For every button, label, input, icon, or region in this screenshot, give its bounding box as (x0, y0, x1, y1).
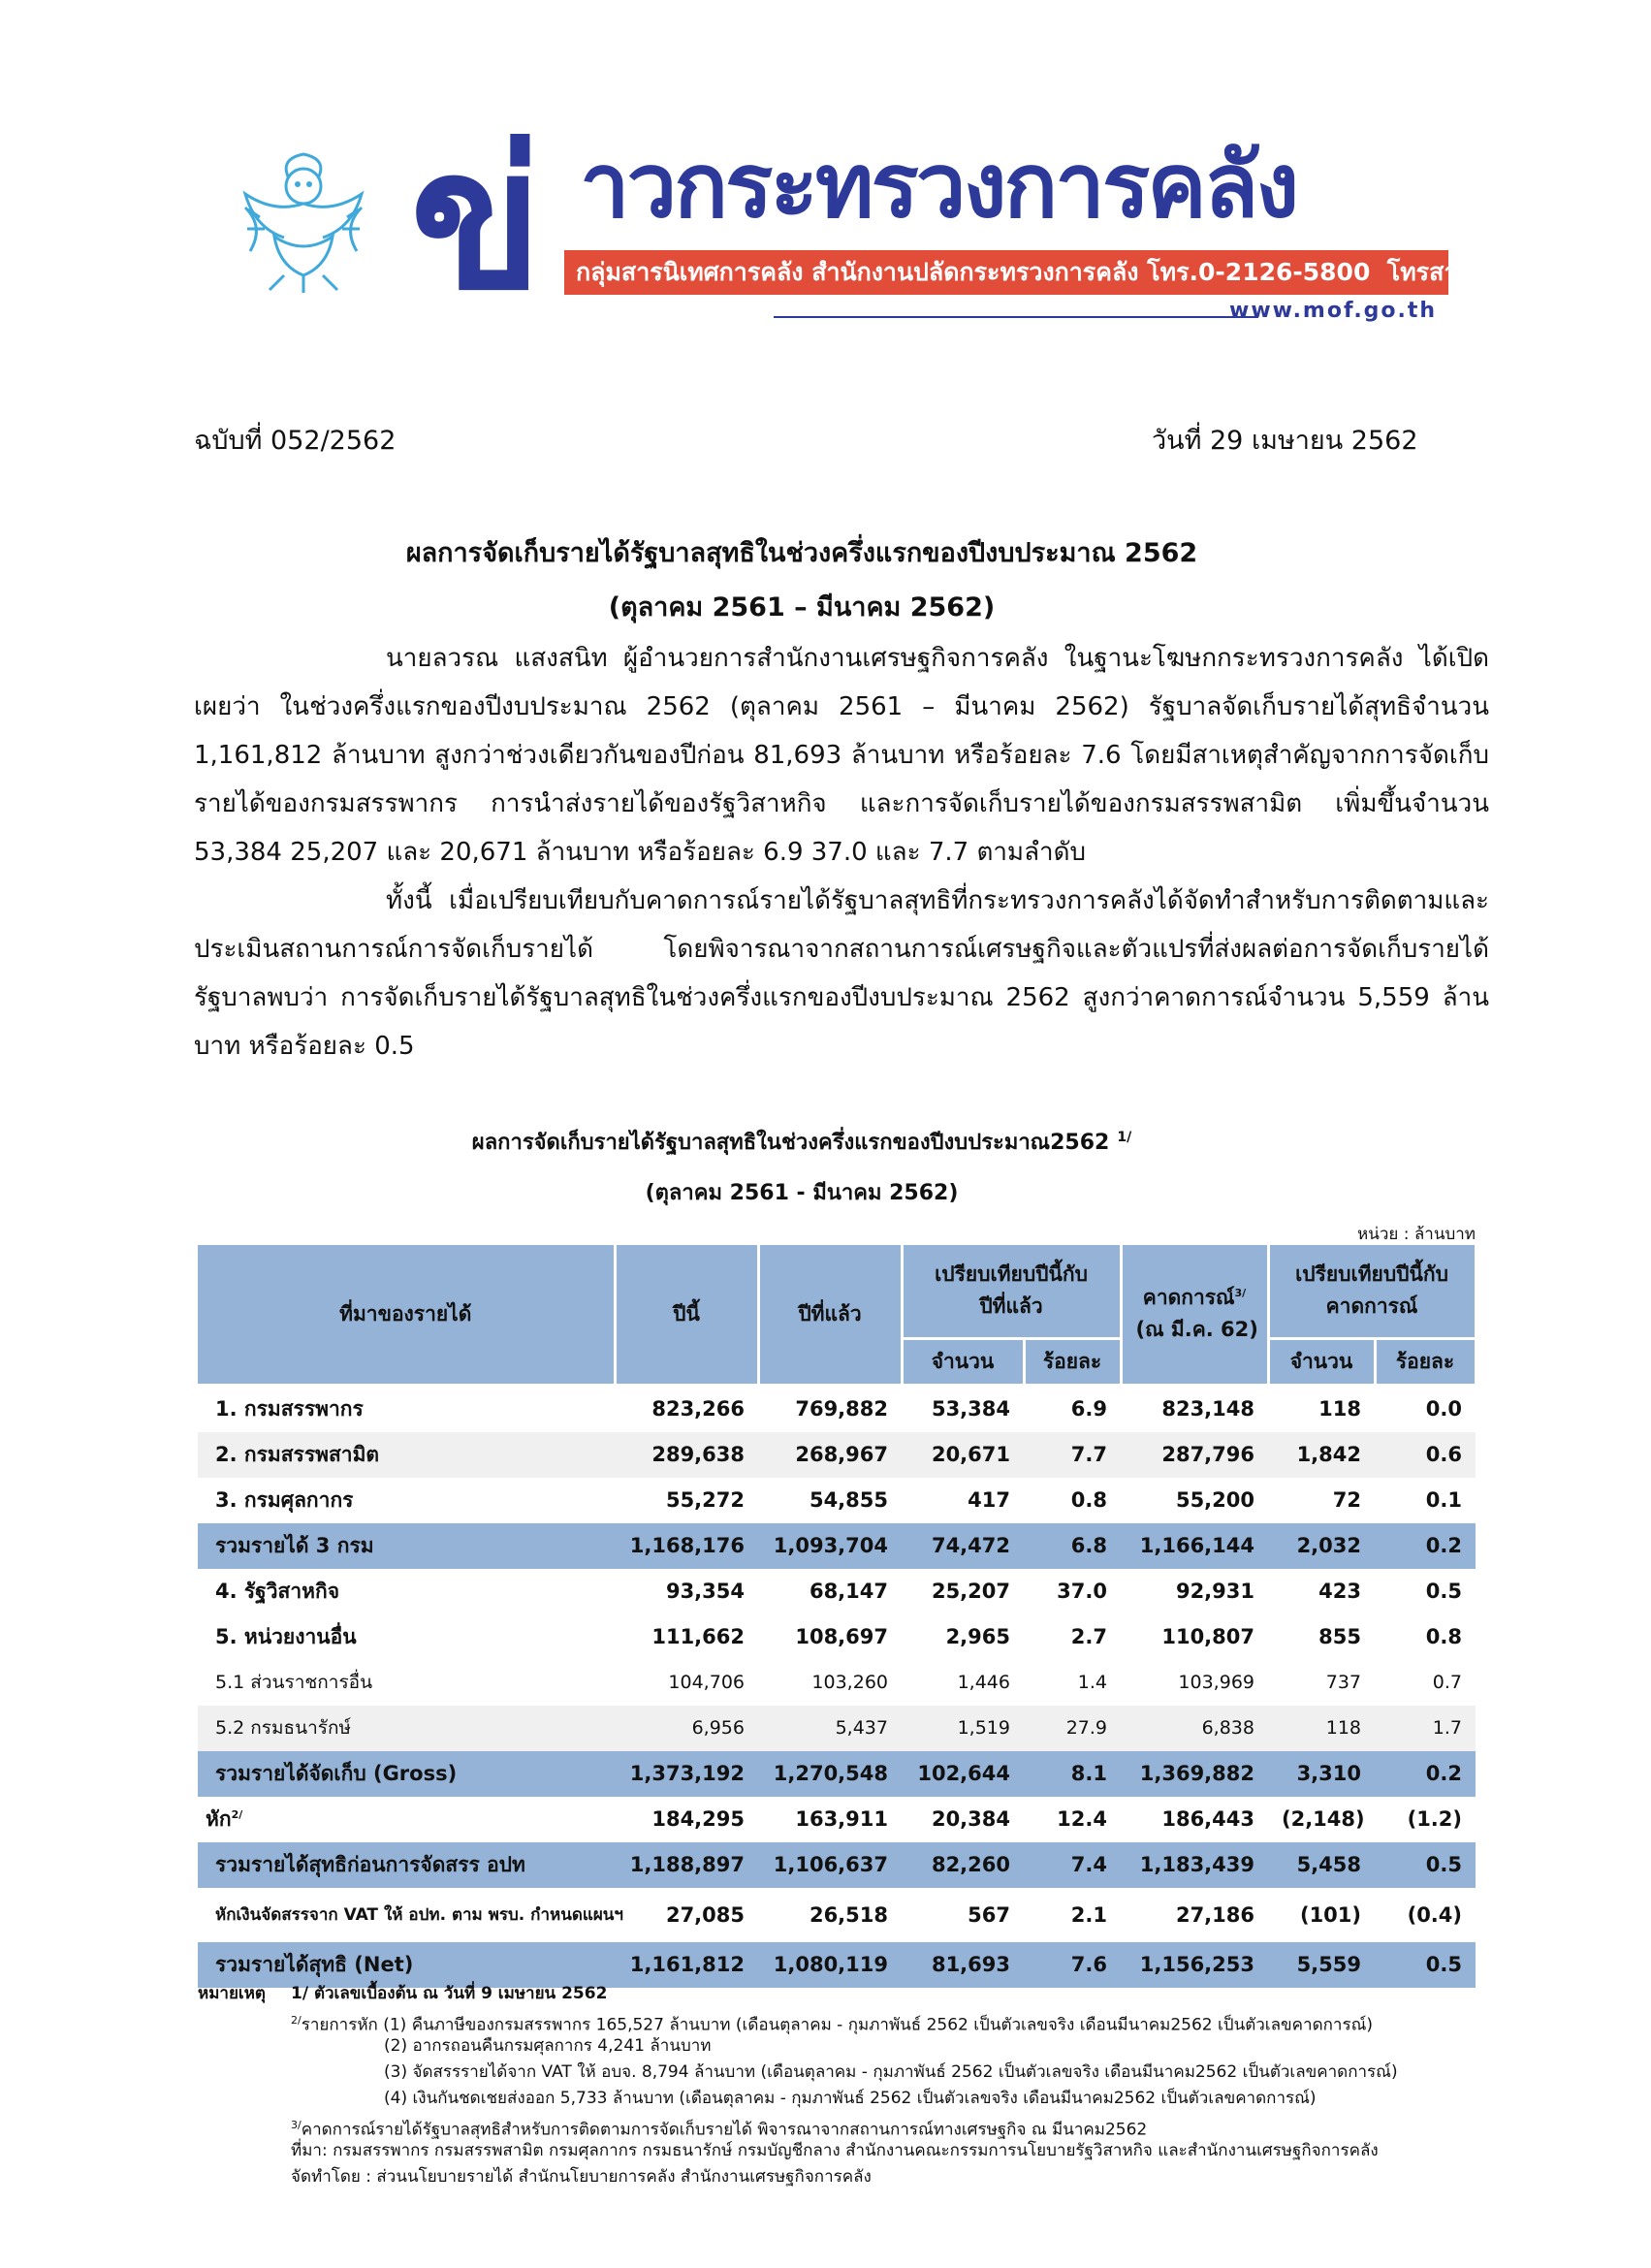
cell-diff-percent: 0.8 (1070, 1488, 1107, 1512)
cell-forecast: 27,186 (1175, 1902, 1254, 1927)
row-name: 3. กรมศุลกากร (215, 1487, 354, 1512)
row-name: รวมรายได้สุทธิ (Net) (198, 1942, 615, 1988)
note-3 (198, 2112, 1487, 2138)
cell-last: 5,437 (758, 1706, 902, 1751)
masthead-fax: 0-2273-9763 (1478, 258, 1651, 286)
cell-forecast: 1,183,439 (1121, 1842, 1268, 1888)
cell-fc-amount: 3,310 (1268, 1751, 1375, 1797)
note-2b-text: (2) อากรถอนคืนกรมศุลกากร 4,241 ล้านบาท (384, 2036, 712, 2056)
table-row-total (198, 1523, 1476, 1569)
row-name: 5.1 ส่วนราชการอื่น (215, 1672, 373, 1693)
row-name: 4. รัฐวิสาหกิจ (215, 1579, 340, 1603)
cell-diff-percent: 2.7 (1070, 1625, 1107, 1648)
cell-this: 55,272 (665, 1488, 745, 1512)
cell-fc-amount: 118 (1318, 1397, 1361, 1421)
note-1 (198, 1981, 1487, 2007)
note-prepared-text: จัดทำโดย : ส่วนนโยบายรายได้ สำนักนโยบายการคลัง สำนักงานเศรษฐกิจการคลัง (291, 2167, 872, 2187)
cell-diff-amount: 102,644 (902, 1751, 1024, 1797)
issue-number: ฉบับที่ 052/2562 (194, 426, 397, 456)
cell-fc-percent: 0.0 (1425, 1397, 1462, 1421)
masthead-title: าวกระทรวงการคลัง (580, 134, 1297, 238)
cell-this: 1,373,192 (615, 1751, 758, 1797)
header-forecast-note: 3/ (1234, 1287, 1247, 1300)
note-1-text: 1/ ตัวเลขเบื้องต้น ณ วันที่ 9 เมษายน 2562 (291, 1984, 608, 2003)
cell-diff-amount: 53,384 (931, 1397, 1010, 1421)
row-name: 5. หน่วยงานอื่น (215, 1624, 357, 1648)
cell-forecast: 55,200 (1175, 1488, 1254, 1512)
cell-fc-amount: 737 (1325, 1672, 1361, 1693)
page-title: ผลการจัดเก็บรายได้รัฐบาลสุทธิในช่วงครึ่งแรกของปีงบประมาณ 2562 (405, 538, 1198, 568)
masthead-contact-bar (564, 250, 1651, 295)
row-name: รวมรายได้จัดเก็บ (Gross) (198, 1751, 615, 1797)
header-forecast-2: (ณ มี.ค. 62) (1135, 1318, 1258, 1342)
paragraph-1-text: นายลวรณ แสงสนิท ผู้อำนวยการสำนักงานเศรษฐกิจการคลัง ในฐานะโฆษกกระทรวงการคลัง ได้เปิดเผยว่า ในช่วงครึ่งแรกของปีงบประมาณ 2562 (ตุลาคม 2561 – มีนาคม 2562) รัฐบาลจัดเก็บรายได้สุทธิจำนวน 1,161,812 ล้านบาท สูงกว่าช่วงเดียวกันของปีก่อน 81,693 ล้านบาท หรือร้อยละ 7.6 โดยมีสาเหตุสำคัญจากการจัดเก็บรายได้ของกรมสรรพากร การนำส่งรายได้ของรัฐวิสาหกิจ และการจัดเก็บรายได้ของกรมสรรพสามิต เพิ่มขึ้นจำนวน 53,384 25,207 และ 20,671 ล้านบาท หรือร้อยละ 6.9 37.0 และ 7.7 ตามลำดับ (194, 644, 1489, 867)
paragraph-2-text: ทั้งนี้ เมื่อเปรียบเทียบกับคาดการณ์รายได้รัฐบาลสุทธิที่กระทรวงการคลังได้จัดทำสำหรับการติดตามและประเมินสถานการณ์การจัดเก็บรายได้ โดยพิจารณาจากสถานการณ์เศรษฐกิจและตัวแปรที่ส่งผลต่อการจัดเก็บรายได้รัฐบาลพบว่า การจัดเก็บรายได้รัฐบาลสุทธิในช่วงครึ่งแรกของปีงบประมาณ 2562 สูงกว่าคาดการณ์จำนวน 5,559 ล้านบาท หรือร้อยละ 0.5 (194, 886, 1489, 1061)
cell-last: 103,260 (811, 1672, 888, 1693)
table-row (198, 1432, 1476, 1478)
cell-forecast: 103,969 (1178, 1672, 1254, 1693)
note-3-mark: 3/ (291, 2119, 302, 2131)
cell-fc-percent: 0.7 (1432, 1672, 1462, 1693)
cell-forecast: 287,796 (1121, 1432, 1268, 1478)
table-row-sub (198, 1660, 1476, 1706)
masthead-phone: 0-2126-5800 (1198, 258, 1371, 286)
header-amount: จำนวน (1268, 1338, 1375, 1385)
table-title-note: 1/ (1117, 1129, 1132, 1145)
cell-fc-percent: 0.5 (1375, 1842, 1476, 1888)
header-compare-forecast (1268, 1245, 1476, 1338)
cell-diff-percent: 8.1 (1024, 1751, 1121, 1797)
note-2d-text: (4) เงินกันชดเชยส่งออก 5,733 ล้านบาท (เดือนตุลาคม - กุมภาพันธ์ 2562 เป็นตัวเลขจริง เดือนมีนาคม2562 เป็นตัวเลขคาดการณ์) (384, 2089, 1317, 2108)
cell-this: 1,161,812 (615, 1942, 758, 1988)
cell-this: 1,168,176 (615, 1523, 758, 1569)
note-2-mark: 2/ (291, 2014, 302, 2027)
paragraph-1 (194, 634, 1489, 877)
note-2c (198, 2060, 1487, 2086)
cell-fc-percent: 0.6 (1375, 1432, 1476, 1478)
cell-forecast: 1,369,882 (1121, 1751, 1268, 1797)
cell-diff-amount: 567 (968, 1902, 1010, 1927)
cell-diff-amount: 20,384 (931, 1807, 1010, 1831)
cell-fc-amount: 423 (1318, 1580, 1361, 1603)
cell-this: 823,266 (651, 1397, 745, 1421)
footnotes (198, 1981, 1487, 2190)
cell-forecast: 6,838 (1121, 1706, 1268, 1751)
cell-last: 54,855 (809, 1488, 888, 1512)
cell-forecast: 823,148 (1161, 1397, 1254, 1421)
cell-last: 1,080,119 (758, 1942, 902, 1988)
cell-this: 93,354 (665, 1580, 745, 1603)
row-name: 1. กรมสรรพากร (215, 1396, 364, 1421)
cell-fc-amount: 2,032 (1268, 1523, 1375, 1569)
cell-this: 111,662 (651, 1625, 745, 1648)
header-compare-last-2: ปีที่แล้ว (979, 1294, 1043, 1319)
cell-this: 1,188,897 (615, 1842, 758, 1888)
note-source-text: ที่มา: กรมสรรพากร กรมสรรพสามิต กรมศุลกากร กรมธนารักษ์ กรมบัญชีกลาง สำนักงานคณะกรรมการนโยบายรัฐวิสาหกิจ และสำนักงานเศรษฐกิจการคลัง (291, 2141, 1379, 2160)
header-forecast (1121, 1245, 1268, 1385)
table-row-total (198, 1842, 1476, 1888)
cell-diff-percent: 7.4 (1024, 1842, 1121, 1888)
header-percent: ร้อยละ (1024, 1338, 1121, 1385)
cell-diff-percent: 37.0 (1057, 1580, 1107, 1603)
header-percent: ร้อยละ (1375, 1338, 1476, 1385)
cell-fc-amount: 5,559 (1268, 1942, 1375, 1988)
cell-last: 163,911 (795, 1807, 888, 1831)
cell-fc-percent: (0.4) (1407, 1902, 1462, 1927)
cell-this: 184,295 (651, 1807, 745, 1831)
cell-diff-percent: 2.1 (1070, 1902, 1107, 1927)
table-unit: หน่วย : ล้านบาท (1357, 1225, 1476, 1244)
cell-diff-percent: 6.8 (1024, 1523, 1121, 1569)
cell-fc-percent: 0.5 (1425, 1580, 1462, 1603)
header-amount: จำนวน (902, 1338, 1024, 1385)
header-forecast-1: คาดการณ์ (1142, 1286, 1235, 1310)
cell-fc-percent: 0.1 (1425, 1488, 1462, 1512)
table-row (198, 1385, 1476, 1432)
table-row-total (198, 1751, 1476, 1797)
cell-diff-percent: 12.4 (1057, 1807, 1107, 1831)
table-row (198, 1614, 1476, 1660)
cell-fc-amount: 855 (1318, 1625, 1361, 1648)
cell-forecast: 1,156,253 (1121, 1942, 1268, 1988)
issue-date: วันที่ 29 เมษายน 2562 (1152, 426, 1418, 456)
cell-diff-amount: 1,519 (902, 1706, 1024, 1751)
cell-last: 769,882 (795, 1397, 888, 1421)
cell-fc-percent: 1.7 (1375, 1706, 1476, 1751)
header-this-year: ปีนี้ (615, 1245, 758, 1385)
cell-diff-percent: 1.4 (1077, 1672, 1107, 1693)
note-source (198, 2138, 1487, 2164)
page-subtitle: (ตุลาคม 2561 – มีนาคม 2562) (608, 592, 996, 623)
cell-last: 108,697 (795, 1625, 888, 1648)
cell-diff-amount: 82,260 (902, 1842, 1024, 1888)
cell-this: 27,085 (665, 1902, 745, 1927)
cell-diff-percent: 7.7 (1024, 1432, 1121, 1478)
cell-forecast: 186,443 (1161, 1807, 1254, 1831)
header-last-year: ปีที่แล้ว (758, 1245, 902, 1385)
cell-fc-percent: 0.2 (1375, 1523, 1476, 1569)
cell-last: 268,967 (758, 1432, 902, 1478)
header-compare-last (902, 1245, 1121, 1338)
cell-fc-amount: 5,458 (1268, 1842, 1375, 1888)
cell-this: 104,706 (668, 1672, 745, 1693)
note-3-text: คาดการณ์รายได้รัฐบาลสุทธิสำหรับการติดตามการจัดเก็บรายได้ พิจารณาจากสถานการณ์ทางเศรษฐกิจ ณ มีนาคม2562 (301, 2120, 1148, 2140)
masthead (231, 108, 1651, 334)
row-name: 2. กรมสรรพสามิต (198, 1432, 615, 1478)
header-source: ที่มาของรายได้ (198, 1245, 615, 1385)
row-note: 2/ (231, 1807, 243, 1821)
row-name: รวมรายได้สุทธิก่อนการจัดสรร อปท (198, 1842, 615, 1888)
cell-diff-amount: 74,472 (902, 1523, 1024, 1569)
header-compare-last-1: เปรียบเทียบปีนี้กับ (935, 1262, 1088, 1287)
table-subtitle: (ตุลาคม 2561 - มีนาคม 2562) (645, 1181, 959, 1205)
masthead-underline (774, 316, 1258, 318)
cell-fc-percent: 0.8 (1425, 1625, 1462, 1648)
cell-fc-percent: 0.5 (1375, 1942, 1476, 1988)
masthead-big-letter: ข่ (410, 108, 535, 334)
table-row (198, 1569, 1476, 1614)
cell-diff-percent: 27.9 (1024, 1706, 1121, 1751)
note-prepared (198, 2164, 1487, 2190)
cell-fc-amount: 118 (1268, 1706, 1375, 1751)
cell-diff-amount: 25,207 (931, 1580, 1010, 1603)
table-row (198, 1478, 1476, 1523)
cell-forecast: 1,166,144 (1121, 1523, 1268, 1569)
row-name-cell (198, 1797, 615, 1842)
masthead-url[interactable]: www.mof.go.th (1229, 299, 1438, 323)
cell-forecast: 92,931 (1175, 1580, 1254, 1603)
table-row-sub (198, 1706, 1476, 1751)
masthead-bar-text: กลุ่มสารนิเทศการคลัง สำนักงานปลัดกระทรวงการคลัง โทร. (576, 258, 1199, 286)
cell-diff-percent: 7.6 (1024, 1942, 1121, 1988)
cell-last: 68,147 (809, 1580, 888, 1603)
cell-fc-amount: 72 (1332, 1488, 1361, 1512)
table-title (194, 1125, 1410, 1159)
cell-last: 26,518 (809, 1902, 888, 1927)
note-2c-text: (3) จัดสรรรายได้จาก VAT ให้ อบจ. 8,794 ล้านบาท (เดือนตุลาคม - กุมภาพันธ์ 2562 เป็นตัวเลขจริง เดือนมีนาคม2562 เป็นตัวเลขคาดการณ์) (384, 2062, 1398, 2082)
cell-fc-percent: 0.2 (1375, 1751, 1476, 1797)
revenue-table (198, 1245, 1477, 1988)
note-2b (198, 2033, 1487, 2060)
row-name: 5.2 กรมธนารักษ์ (198, 1706, 615, 1751)
paragraph-2 (194, 877, 1489, 1070)
cell-diff-amount: 2,965 (945, 1625, 1010, 1648)
cell-diff-amount: 81,693 (902, 1942, 1024, 1988)
cell-diff-amount: 417 (968, 1488, 1010, 1512)
note-2d (198, 2086, 1487, 2112)
cell-this: 289,638 (615, 1432, 758, 1478)
note-2 (198, 2007, 1487, 2033)
cell-forecast: 110,807 (1161, 1625, 1254, 1648)
row-name: หัก (206, 1806, 232, 1831)
table-title-text: ผลการจัดเก็บรายได้รัฐบาลสุทธิในช่วงครึ่งแรกของปีงบประมาณ2562 (471, 1131, 1110, 1155)
cell-fc-amount: 1,842 (1268, 1432, 1375, 1478)
notes-heading: หมายเหตุ (198, 1984, 266, 2003)
cell-fc-amount: (2,148) (1282, 1807, 1365, 1831)
table-row-deduct (198, 1797, 1476, 1842)
table-row-vat (198, 1888, 1476, 1942)
cell-last: 1,270,548 (758, 1751, 902, 1797)
note-2-text: รายการหัก (1) คืนภาษีของกรมสรรพากร 165,527 ล้านบาท (เดือนตุลาคม - กุมภาพันธ์ 2562 เป็นตัวเลขจริง เดือนมีนาคม2562 เป็นตัวเลขคาดการณ์) (301, 2015, 1373, 2035)
cell-diff-amount: 1,446 (957, 1672, 1010, 1693)
header-compare-fc-2: คาดการณ์ (1325, 1294, 1418, 1319)
cell-last: 1,106,637 (758, 1842, 902, 1888)
garuda-emblem-icon (231, 149, 376, 295)
cell-fc-amount: (101) (1299, 1902, 1361, 1927)
row-name: หักเงินจัดสรรจาก VAT ให้ อปท. ตาม พรบ. กำหนดแผนฯ (215, 1905, 623, 1925)
masthead-fax-label: โทรสาร (1386, 258, 1471, 286)
cell-fc-percent: (1.2) (1407, 1807, 1462, 1831)
cell-diff-percent: 6.9 (1070, 1397, 1107, 1421)
header-compare-fc-1: เปรียบเทียบปีนี้กับ (1295, 1262, 1448, 1287)
cell-this: 6,956 (615, 1706, 758, 1751)
cell-diff-amount: 20,671 (902, 1432, 1024, 1478)
row-name: รวมรายได้ 3 กรม (198, 1523, 615, 1569)
cell-last: 1,093,704 (758, 1523, 902, 1569)
